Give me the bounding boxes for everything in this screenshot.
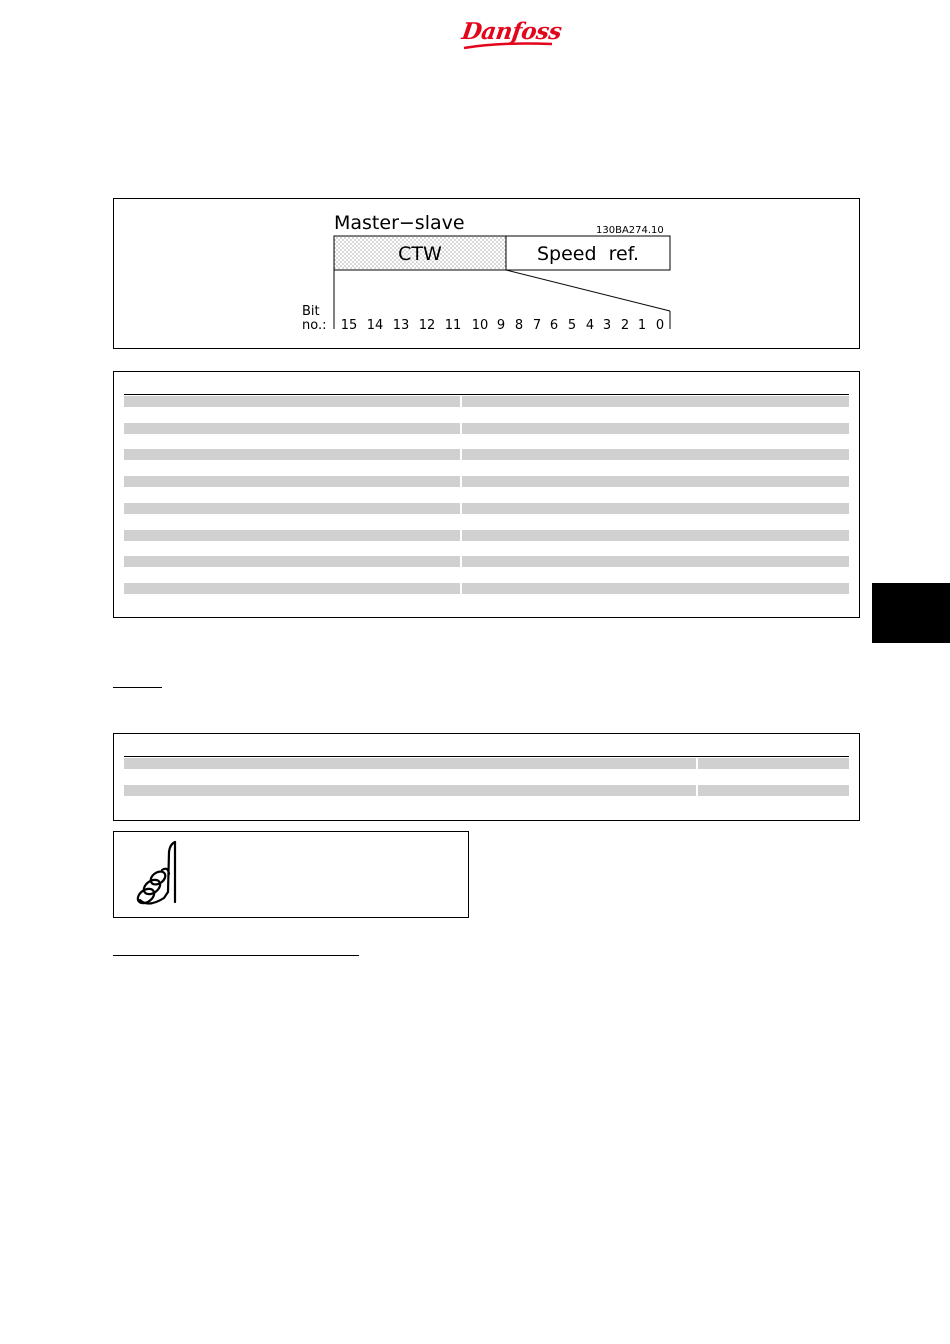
table-cell <box>698 785 849 796</box>
table-row <box>124 530 849 541</box>
table-row <box>124 396 849 407</box>
table-cell <box>124 556 460 567</box>
table-cell <box>462 396 849 407</box>
bit-label-1: Bit <box>302 304 320 319</box>
table-cell <box>462 556 849 567</box>
table-row <box>124 758 849 769</box>
table-cell <box>462 449 849 460</box>
table-1 <box>113 371 860 618</box>
bit-number: 5 <box>567 318 577 333</box>
table-cell <box>124 476 460 487</box>
bit-number: 9 <box>496 318 506 333</box>
bit-number: 0 <box>655 318 665 333</box>
table-row <box>124 476 849 487</box>
table-cell <box>462 503 849 514</box>
bit-number: 2 <box>620 318 630 333</box>
table-rule <box>124 394 849 395</box>
table-row <box>124 449 849 460</box>
table-row <box>124 556 849 567</box>
table-cell <box>124 423 460 434</box>
diagram-code: 130BA274.10 <box>596 225 664 236</box>
bit-number: 3 <box>602 318 612 333</box>
table-cell <box>462 583 849 594</box>
table-cell <box>124 449 460 460</box>
table-row <box>124 785 849 796</box>
logo-swoosh <box>460 40 560 52</box>
chapter-tab <box>872 583 950 643</box>
table-cell <box>124 530 460 541</box>
table-cell <box>462 476 849 487</box>
table-row <box>124 583 849 594</box>
pointing-hand-icon <box>128 836 188 916</box>
speed-ref-label: Speed ref. <box>536 243 640 265</box>
bit-number: 14 <box>366 318 384 333</box>
bit-number: 10 <box>471 318 489 333</box>
heading-underline <box>113 687 162 688</box>
table-cell <box>698 758 849 769</box>
table-cell <box>462 530 849 541</box>
bit-number: 11 <box>444 318 462 333</box>
bit-number: 1 <box>637 318 647 333</box>
diagram-title: Master−slave <box>334 212 465 234</box>
table-cell <box>462 423 849 434</box>
expand-line <box>506 270 670 311</box>
bit-numbers <box>341 318 664 333</box>
table-row <box>124 503 849 514</box>
bit-number: 4 <box>585 318 595 333</box>
table-rule <box>124 756 849 757</box>
bit-number: 7 <box>532 318 542 333</box>
table-cell <box>124 583 460 594</box>
note-box <box>113 831 469 918</box>
table-cell <box>124 758 696 769</box>
table-cell <box>124 503 460 514</box>
bit-number: 8 <box>514 318 524 333</box>
diagram-svg <box>114 199 859 348</box>
telegram-diagram <box>113 198 860 349</box>
table-cell <box>124 396 460 407</box>
table-2 <box>113 733 860 821</box>
bit-label-2: no.: <box>302 318 327 333</box>
bit-number: 12 <box>418 318 436 333</box>
table-cell <box>124 785 696 796</box>
logo-text: Danfoss <box>460 18 564 45</box>
ctw-label: CTW <box>398 243 442 265</box>
section-underline <box>113 955 359 956</box>
bit-number: 13 <box>392 318 410 333</box>
table-row <box>124 423 849 434</box>
bit-number: 6 <box>549 318 559 333</box>
bit-number: 15 <box>340 318 358 333</box>
